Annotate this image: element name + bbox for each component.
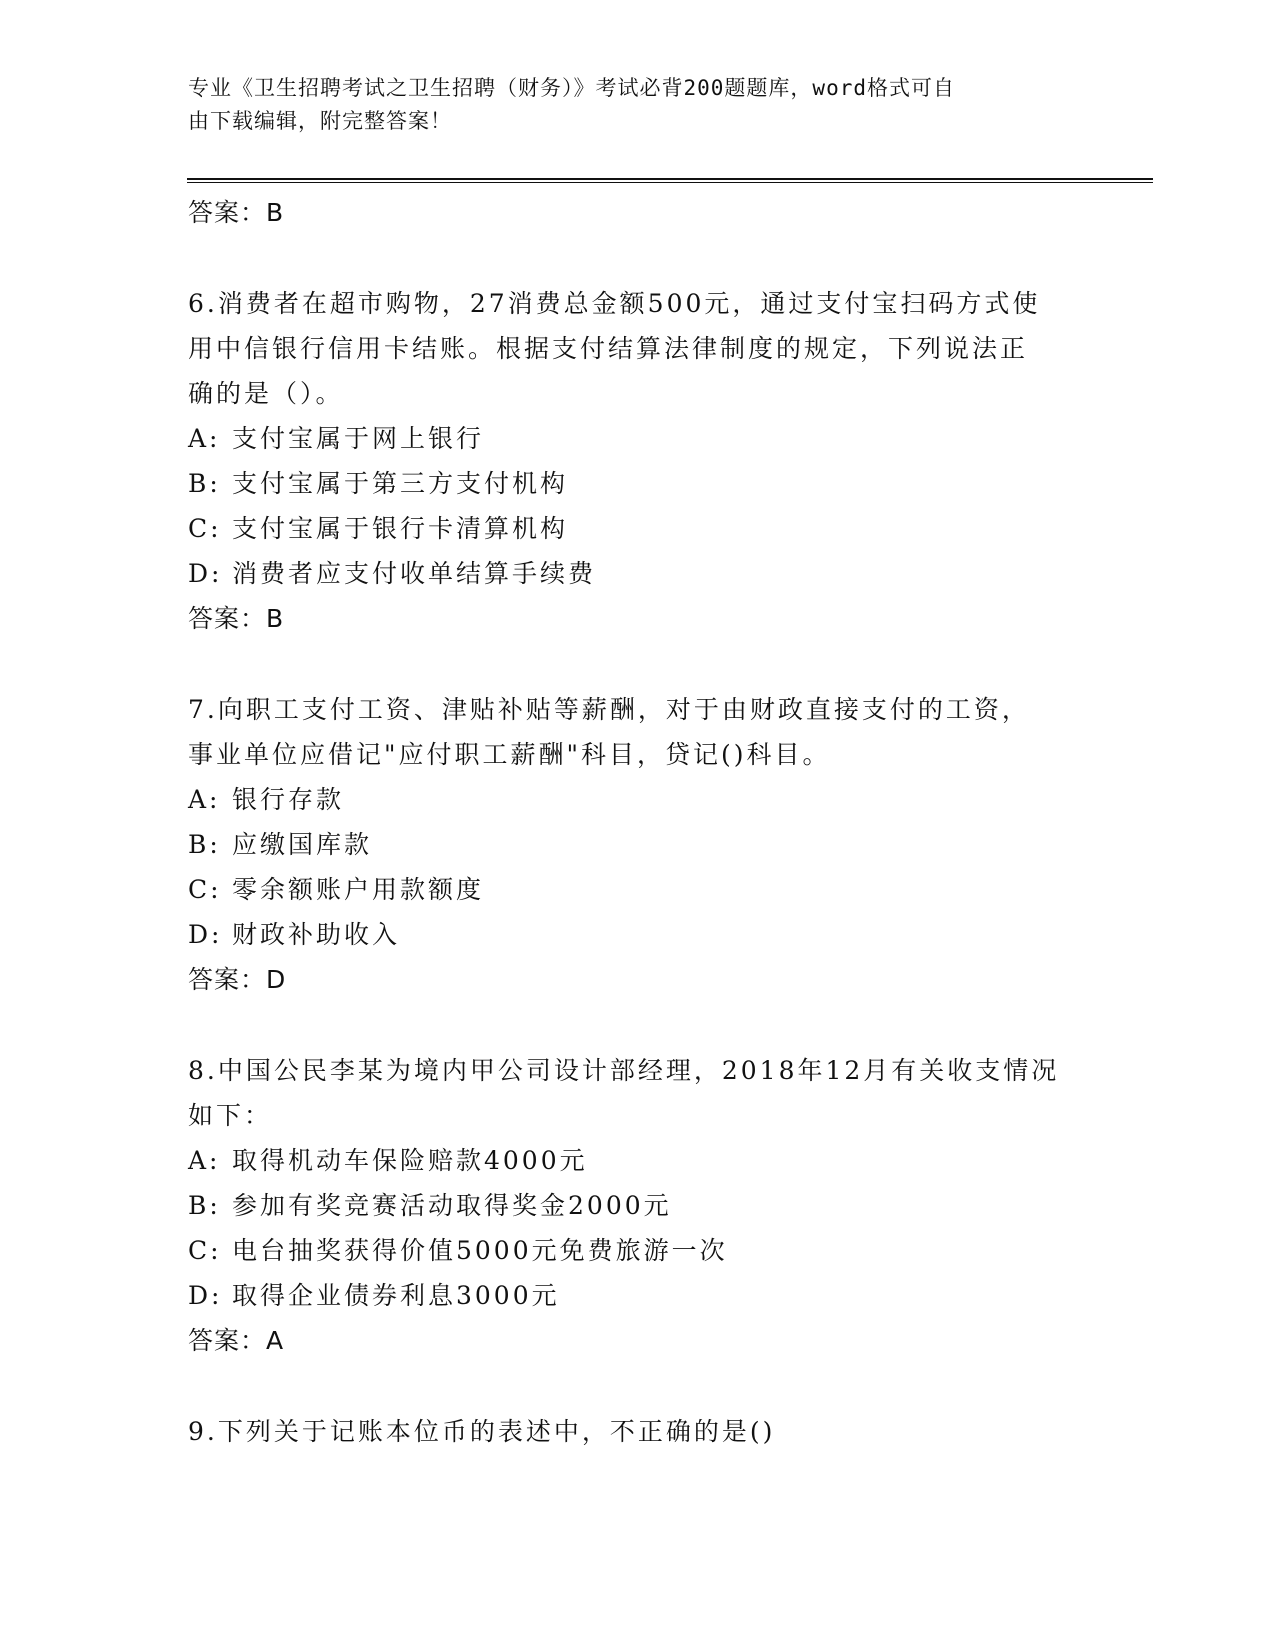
question-text-line: 确的是（）。 — [188, 379, 344, 408]
option-text: 取得企业债券利息3000元 — [232, 1281, 560, 1310]
spacer — [188, 642, 1088, 687]
option-key: B: — [188, 1191, 221, 1220]
option-key: A: — [188, 424, 221, 453]
question-text-line: 6.消费者在超市购物，27消费总金额500元，通过支付宝扫码方式使 — [188, 289, 1041, 318]
header-divider-thick — [187, 178, 1153, 180]
spacer — [188, 236, 1088, 281]
option-b — [188, 461, 1088, 506]
spacer — [188, 1003, 1088, 1048]
option-text: 支付宝属于网上银行 — [232, 424, 485, 453]
option-d — [188, 912, 1088, 957]
option-a — [188, 1138, 1088, 1183]
question-8 — [188, 1048, 1088, 1364]
question-text-line: 如下： — [188, 1101, 273, 1130]
option-b — [188, 1183, 1088, 1228]
question-list — [188, 190, 1088, 1454]
question-text-line: 用中信银行信用卡结账。根据支付结算法律制度的规定，下列说法正 — [188, 334, 1029, 363]
option-key: C: — [188, 514, 222, 543]
option-key: D: — [188, 1281, 223, 1310]
option-key: A: — [188, 1146, 221, 1175]
option-c — [188, 867, 1088, 912]
option-key: D: — [188, 920, 223, 949]
option-key: B: — [188, 469, 221, 498]
header-divider-thin — [187, 182, 1153, 183]
option-text: 取得机动车保险赔款4000元 — [232, 1146, 588, 1175]
option-b — [188, 822, 1088, 867]
question-text-line: 9.下列关于记账本位币的表述中，不正确的是() — [188, 1417, 776, 1446]
option-d — [188, 551, 1088, 596]
question-6 — [188, 281, 1088, 642]
option-key: A: — [188, 785, 221, 814]
option-c — [188, 506, 1088, 551]
question-9 — [188, 1409, 1088, 1454]
option-c — [188, 1228, 1088, 1273]
question-7 — [188, 687, 1088, 1003]
option-text: 银行存款 — [232, 785, 345, 814]
option-text: 消费者应支付收单结算手续费 — [232, 559, 597, 588]
option-text: 支付宝属于银行卡清算机构 — [232, 514, 569, 543]
option-text: 参加有奖竞赛活动取得奖金2000元 — [232, 1191, 672, 1220]
question-text-line: 事业单位应借记"应付职工薪酬"科目，贷记()科目。 — [188, 740, 831, 769]
option-key: C: — [188, 875, 222, 904]
option-text: 支付宝属于第三方支付机构 — [232, 469, 569, 498]
option-a — [188, 777, 1088, 822]
question-text-line: 7.向职工支付工资、津贴补贴等薪酬，对于由财政直接支付的工资， — [188, 695, 1030, 724]
header-line-1: 专业《卫生招聘考试之卫生招聘（财务）》考试必背200题题库，word格式可自 — [188, 76, 955, 100]
answer-label: 答案：A — [188, 1326, 285, 1355]
option-text: 电台抽奖获得价值5000元免费旅游一次 — [232, 1236, 728, 1265]
option-text: 应缴国库款 — [232, 830, 373, 859]
option-key: C: — [188, 1236, 222, 1265]
spacer — [188, 1364, 1088, 1409]
option-d — [188, 1273, 1088, 1318]
previous-answer: 答案：B — [188, 198, 285, 227]
answer-label: 答案：B — [188, 604, 285, 633]
option-key: D: — [188, 559, 223, 588]
question-text-line: 8.中国公民李某为境内甲公司设计部经理，2018年12月有关收支情况 — [188, 1056, 1060, 1085]
option-text: 财政补助收入 — [232, 920, 401, 949]
header-line-2: 由下载编辑，附完整答案！ — [188, 109, 452, 133]
document-header — [188, 72, 1068, 138]
option-text: 零余额账户用款额度 — [232, 875, 485, 904]
option-key: B: — [188, 830, 221, 859]
option-a — [188, 416, 1088, 461]
answer-label: 答案：D — [188, 965, 287, 994]
